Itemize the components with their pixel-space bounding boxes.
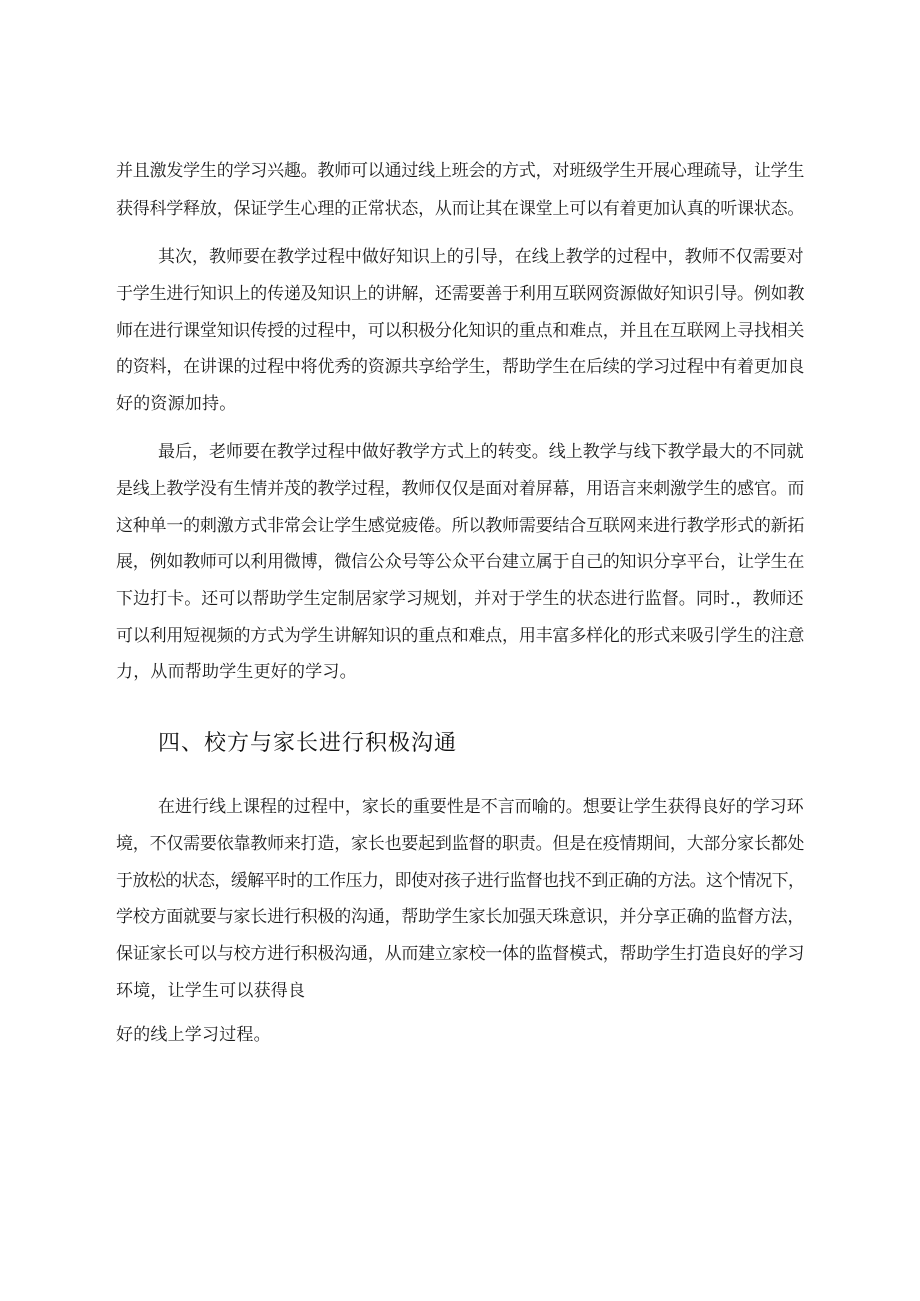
text-line: 好的资源加持。 [116,394,237,414]
text-line: 保证家长可以与校方进行积极沟通，从而建立家校一体的监督模式，帮助学生打造良好的学习 [116,944,805,964]
text-line: 获得科学释放，保证学生心理的正常状态，从而让其在课堂上可以有着更加认真的听课状态。 [116,199,805,219]
text-line: 力，从而帮助学生更好的学习。 [116,662,357,682]
text-line: 的资料，在讲课的过程中将优秀的资源共享给学生，帮助学生在后续的学习过程中有着更加良 [116,357,805,377]
text-line: 师在进行课堂知识传授的过程中，可以积极分化知识的重点和难点，并且在互联网上寻找相关 [116,321,805,341]
text-line: 学校方面就要与家长进行积极的沟通，帮助学生家长加强天珠意识，并分享正确的监督方法， [116,907,805,927]
text-line: 境，不仅需要依靠教师来打造，家长也要起到监督的职责。但是在疫情期间，大部分家长都处 [116,834,805,854]
text-line: 环境，让学生可以获得良 [116,981,306,1001]
text-line: 这种单一的刺激方式非常会让学生感觉疲倦。所以教师需要结合互联网来进行教学形式的新拓 [116,516,805,536]
text-line: 展，例如教师可以利用微博，微信公众号等公众平台建立属于自己的知识分享平台，让学生在 [116,552,805,572]
text-line: 是线上教学没有生情并茂的教学过程，教师仅仅是面对着屏幕，用语言来刺激学生的感官。而 [116,479,805,499]
section-heading: 四、校方与家长进行积极沟通 [158,731,458,756]
text-line: 并且激发学生的学习兴趣。教师可以通过线上班会的方式，对班级学生开展心理疏导，让学生 [116,161,805,181]
text-line: 好的线上学习过程。 [116,1025,271,1045]
text-line: 可以利用短视频的方式为学生讲解知识的重点和难点，用丰富多样化的形式来吸引学生的注意 [116,626,805,646]
text-line: 在进行线上课程的过程中，家长的重要性是不言而喻的。想要让学生获得良好的学习环 [158,797,804,817]
text-line: 下边打卡。还可以帮助学生定制居家学习规划，并对于学生的状态进行监督。同时.，教师还 [116,589,804,609]
text-line: 最后，老师要在教学过程中做好教学方式上的转变。线上教学与线下教学最大的不同就 [158,442,804,462]
text-line: 于学生进行知识上的传递及知识上的讲解，还需要善于利用互联网资源做好知识引导。例如教 [116,284,805,304]
text-line: 其次，教师要在教学过程中做好知识上的引导，在线上教学的过程中，教师不仅需要对 [158,247,804,267]
text-line: 于放松的状态，缓解平时的工作压力，即使对孩子进行监督也找不到正确的方法。这个情况下， [116,871,805,891]
